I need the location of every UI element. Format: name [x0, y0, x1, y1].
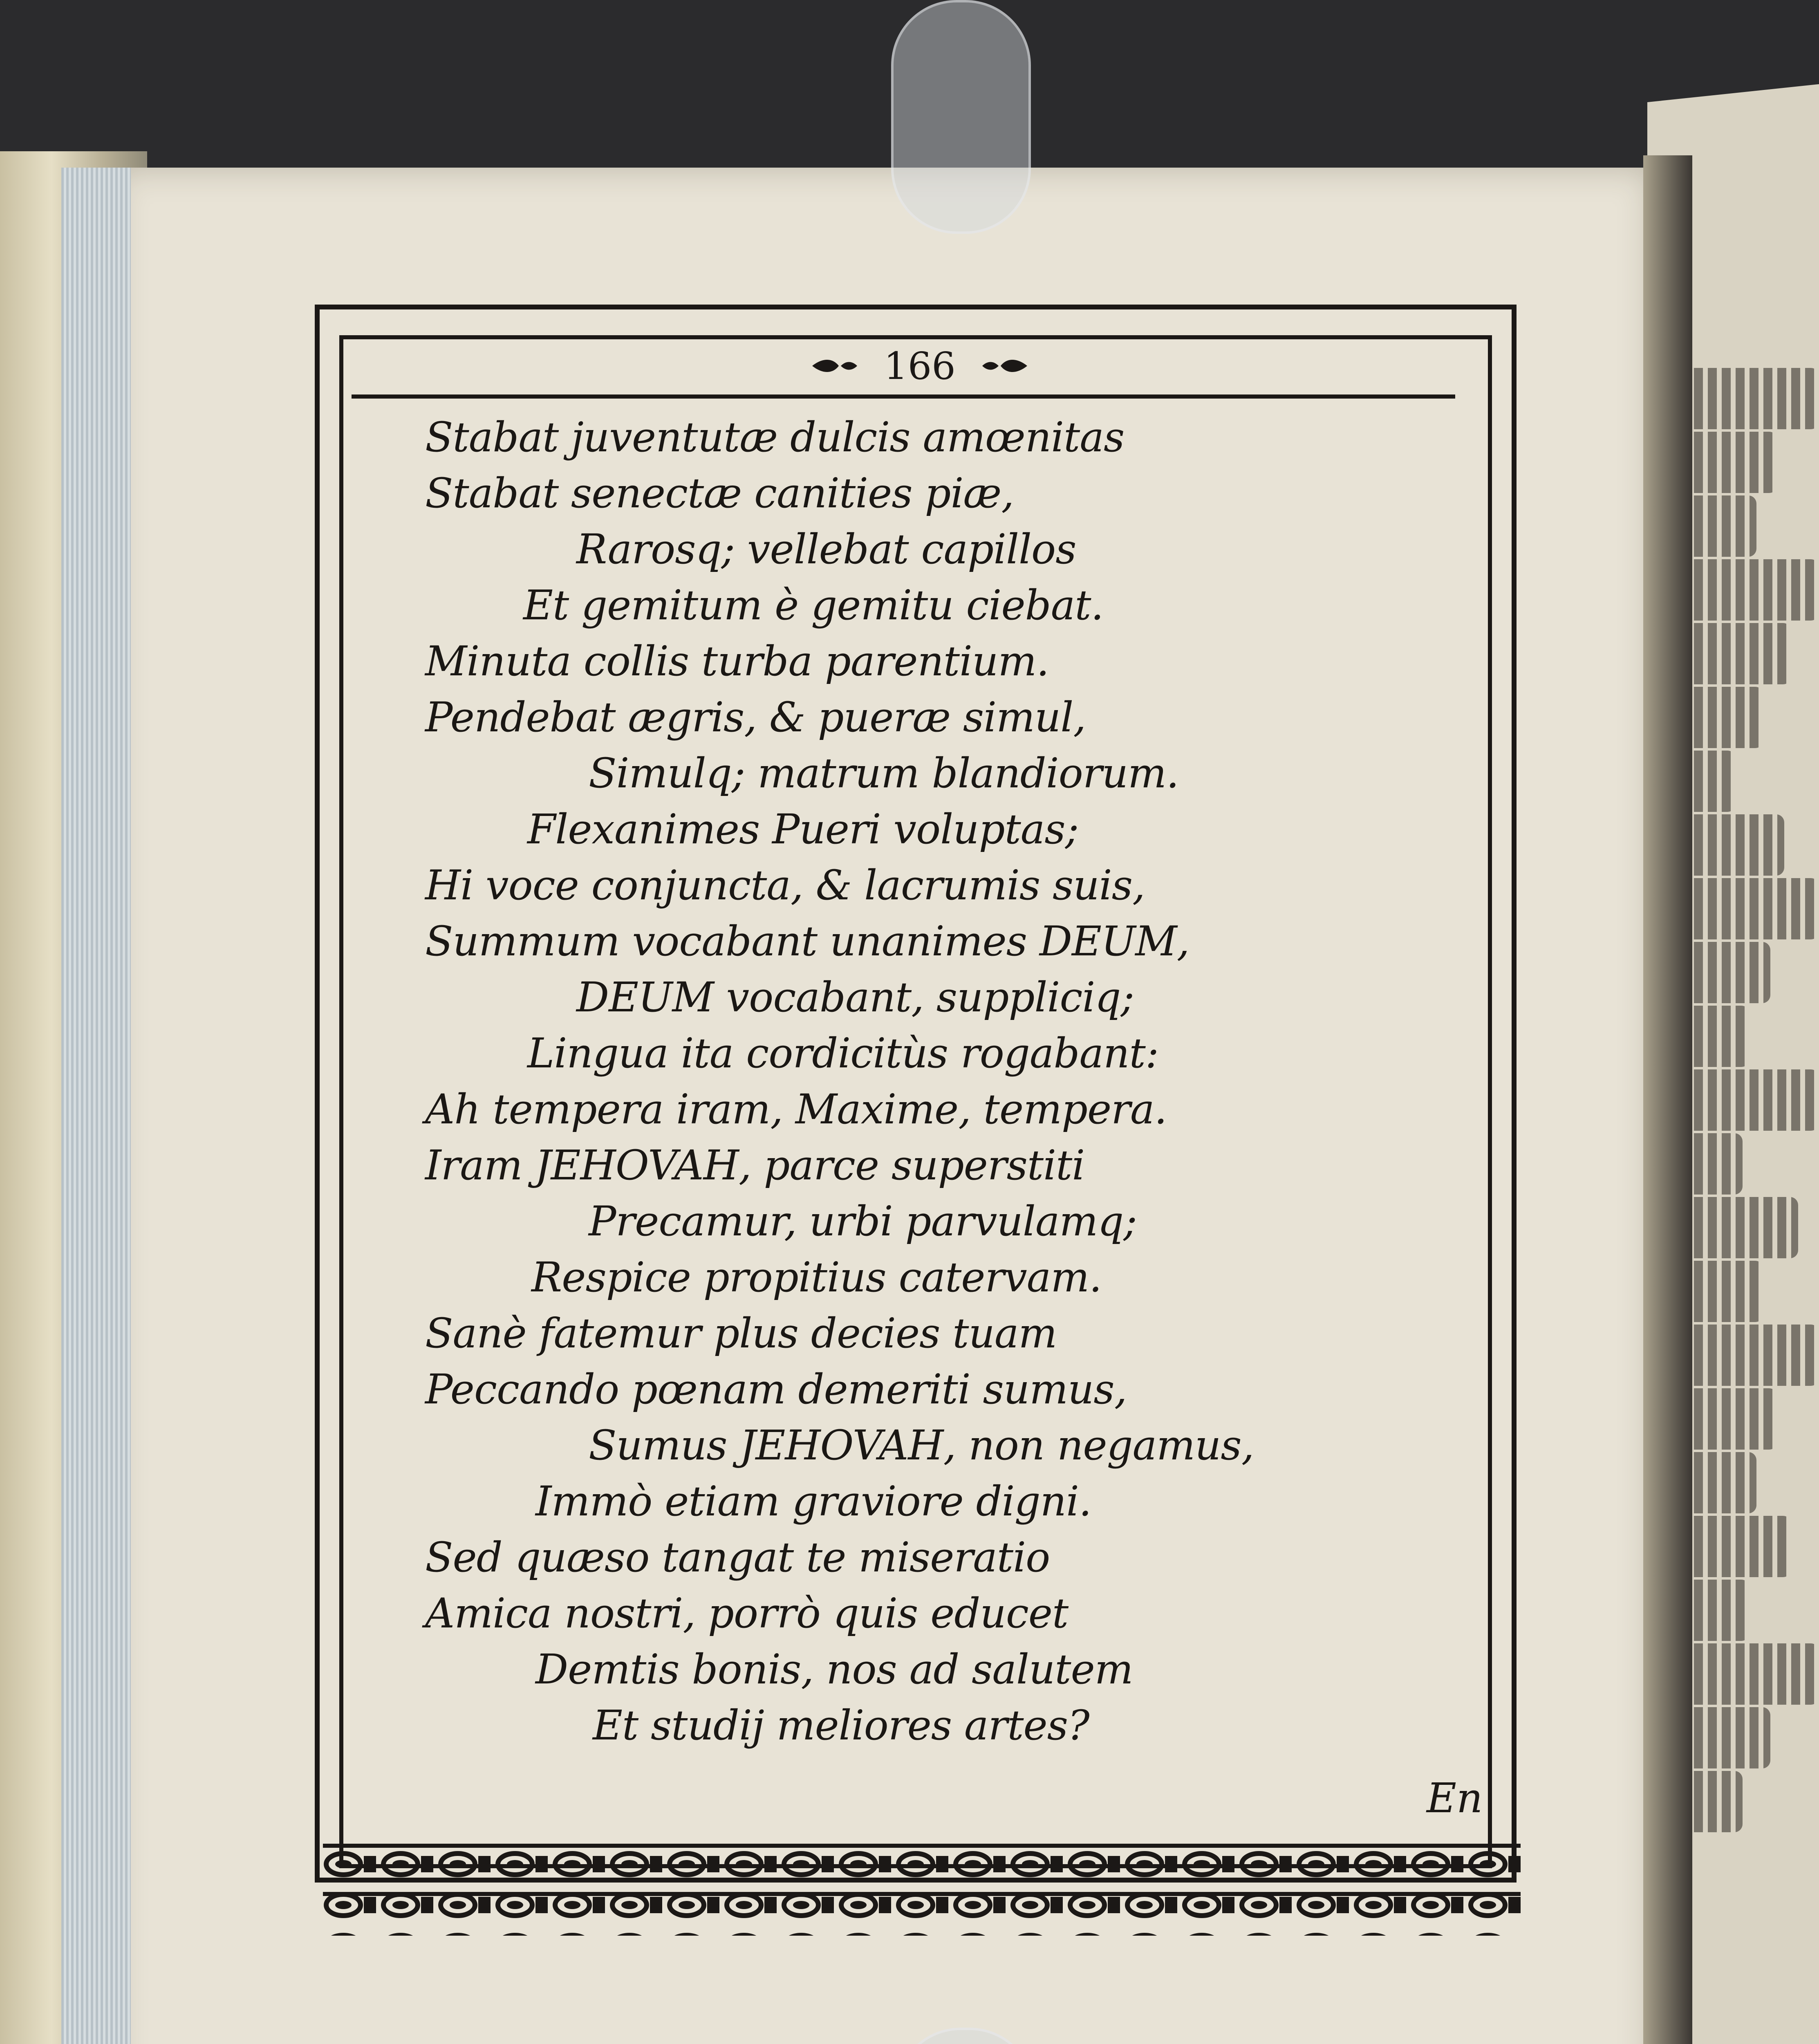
book-gutter	[1643, 155, 1692, 2044]
verse-line: Minuta collis turba parentium.	[425, 637, 1049, 685]
verse-line: Iram JEHOVAH, parce superstiti	[425, 1141, 1085, 1189]
verse-line: Demtis bonis, nos ad salutem	[535, 1645, 1133, 1693]
verse-line: Sumus JEHOVAH, non negamus,	[589, 1421, 1254, 1469]
verse-line: Et studij meliores artes?	[593, 1701, 1089, 1749]
fleuron-right-icon	[980, 356, 1029, 376]
verse-line: Immò etiam graviore digni.	[535, 1477, 1091, 1525]
ornamental-border	[323, 1844, 1521, 1938]
verse-line: Peccando pœnam demeriti sumus,	[425, 1365, 1127, 1413]
verse-line: Hi voce conjuncta, & lacrumis suis,	[425, 861, 1145, 909]
verse-line: Amica nostri, porrò quis educet	[425, 1589, 1069, 1637]
verse-line: Precamur, urbi parvulamq;	[589, 1197, 1137, 1245]
verse-line: DEUM vocabant, suppliciq;	[576, 973, 1134, 1021]
verse-line: Pendebat ægris, & pueræ simul,	[425, 693, 1086, 741]
poem-text	[425, 413, 1365, 1823]
verse-line: Summum vocabant unanimes DEUM,	[425, 917, 1190, 965]
verse-line: Respice propitius catervam.	[531, 1253, 1102, 1301]
verse-line: Ah tempera iram, Maxime, tempera.	[425, 1085, 1167, 1133]
header-rule	[352, 394, 1455, 399]
verse-line: Lingua ita cordicitùs rogabant:	[527, 1029, 1159, 1077]
verse-line: Simulq; matrum blandiorum.	[589, 749, 1179, 797]
verse-line: Sanè fatemur plus decies tuam	[425, 1309, 1057, 1357]
right-page-text-fragment	[1680, 368, 1819, 1840]
fleuron-left-icon	[810, 356, 859, 376]
verse-line: Stabat juventutæ dulcis amœnitas	[425, 413, 1125, 461]
verse-line: Et gemitum è gemitu ciebat.	[523, 581, 1104, 629]
page-number: 166	[884, 344, 956, 388]
page-header	[777, 343, 1063, 388]
page-clip-top	[891, 0, 1031, 234]
verse-line: Rarosq; vellebat capillos	[576, 525, 1076, 573]
verse-line: Sed quæso tangat te miseratio	[425, 1533, 1050, 1581]
verse-line: Stabat senectæ canities piæ,	[425, 469, 1014, 517]
catchword: En	[1427, 1774, 1483, 1822]
verse-line: Flexanimes Pueri voluptas;	[527, 805, 1079, 853]
